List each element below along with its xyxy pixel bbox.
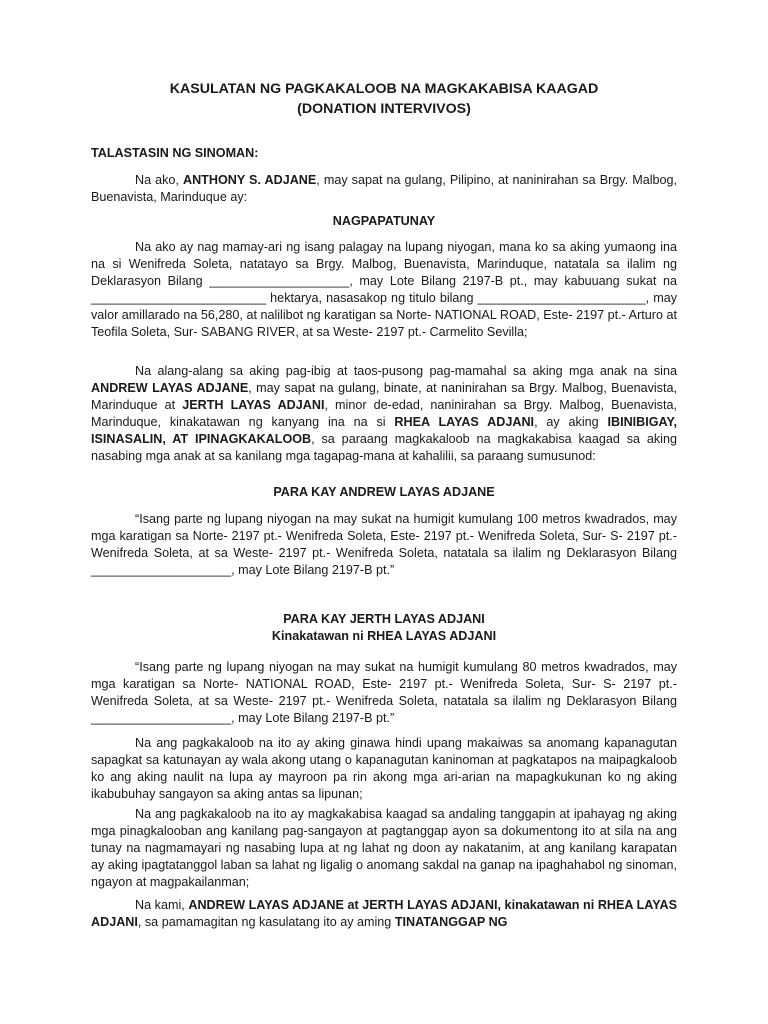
paragraph-andrew-share: “Isang parte ng lupang niyogan na may sukat na humigit kumulang 100 metros kwadrados, may mga karatigan sa Norte- 2197 pt.- Wenifreda Soleta, Este- 2197 pt.- Wenifreda Soleta, Sur- S- 2197 pt.- Wenifreda Soleta, at sa Weste- 2197 pt.- Wenifreda Soleta, natatala sa ilalim ng Deklarasyon Bilang ____________________, may Lote Bilang 2197-B pt.”	[91, 512, 677, 577]
document-title	[91, 79, 677, 119]
title-line-2: (DONATION INTERVIVOS)	[297, 101, 471, 117]
acceptance-names: ANDREW LAYAS ADJANE at JERTH LAYAS ADJANI, kinakatawan ni RHEA LAYAS ADJANI	[91, 898, 677, 929]
paragraph-acceptance: Na kami, ANDREW LAYAS ADJANE at JERTH LAYAS ADJANI, kinakatawan ni RHEA LAYAS ADJANI, sa pamamagitan ng kasulatang ito ay aming TINATANGGAP NG	[91, 898, 677, 929]
section-heading-jerth	[91, 611, 677, 645]
section-heading-jerth-line-1: PARA KAY JERTH LAYAS ADJANI	[283, 612, 485, 626]
paragraph-jerth-share: “Isang parte ng lupang niyogan na may sukat na humigit kumulang 80 metros kwadrados, may mga karatigan sa Norte- NATIONAL ROAD, Este- 2197 pt.- Wenifreda Soleta, Sur- S- 2197 pt.- Wenifreda Soleta, at sa Weste- 2197 pt.- Wenifreda Soleta, natatala sa ilalim ng Deklarasyon Bilang ____________________, may Lote Bilang 2197-B pt.”	[91, 660, 677, 725]
acceptance-term: TINATANGGAP NG	[394, 915, 508, 929]
paragraph-no-liability: Na ang pagkakaloob na ito ay aking ginawa hindi upang makaiwas sa anomang kapanagutan sapagkat sa katunayan ay wala akong utang o kapanagutan kaninoman at pagkatapos na maipagkaloob ko ang aking naulit na lupa ay mayroon pa rin akong mga ari-arian na mapagkukunan ko ng aking ikabubuhay sangayon sa aking antas sa lipunan;	[91, 736, 677, 801]
title-line-1: KASULATAN NG PAGKAKALOOB NA MAGKAKABISA KAAGAD	[169, 81, 599, 97]
section-heading-jerth-line-2: Kinakatawan ni RHEA LAYAS ADJANI	[271, 629, 497, 643]
donee-name-jerth: JERTH LAYAS ADJANI	[182, 398, 325, 412]
paragraph-donation: Na alang-alang sa aking pag-ibig at taos-pusong pag-mamahal sa aking mga anak na sina ANDREW LAYAS ADJANE, may sapat na gulang, binate, at naninirahan sa Brgy. Malbog, Buenavista, Marinduque at JERTH LAYAS ADJANI, minor de-edad, naninirahan sa Brgy. Malbog, Buenavista, Marinduque, kinakatawan ng kanyang ina na si RHEA LAYAS ADJANI, ay aking IBINIBIGAY, ISINASALIN, AT IPINAGKAKALOOB, sa paraang magkakaloob na magkakabisa kaagad sa aking nasabing mga anak at sa kanilang mga tagapag-mana at kahalilii, sa paraang sumusunod:	[91, 364, 678, 463]
donation-terms: IBINIBIGAY, ISINASALIN, AT IPINAGKAKALOOB	[91, 415, 678, 446]
paragraph-property: Na ako ay nag mamay-ari ng isang palagay na lupang niyogan, mana ko sa aking yumaong ina na si Wenifreda Soleta, natatayo sa Brgy. Malbog, Buenavista, Marinduque, natatala sa ilalim ng Deklarasyon Bilang ____________________, may Lote Bilang 2197-B pt., may kabuuang sukat na _________________________ hektarya, nasasakop ng titulo bilang ________________________, may valor amillarado na 56,280, at nalilibot ng karatigan sa Norte- NATIONAL ROAD, Este- 2197 pt.- Arturo at Teofila Soleta, Sur- SABANG RIVER, at sa Weste- 2197 pt.- Carmelito Sevilla;	[91, 240, 677, 339]
declarant-name: ANTHONY S. ADJANE	[182, 173, 317, 187]
paragraph-effectivity: Na ang pagkakaloob na ito ay magkakabisa kaagad sa andaling tanggapin at ipahayag ng aking mga pinagkalooban ang kanilang pag-sangayon at pagtanggap ayon sa dokumentong ito at sila na ang tunay na nagmamayari ng nasabing lupa at ng lahat ng doon ay nakatanim, at ang kanilang karapatan ay aking ipagtatanggol laban sa lahat ng ligalig o anomang sakdal na ganap na ipaghahabol ng sinoman, ngayon at magpakailanman;	[91, 807, 677, 889]
paragraph-declarant: Na ako, ANTHONY S. ADJANE, may sapat na gulang, Pilipino, at naninirahan sa Brgy. Malbog, Buenavista, Marinduque ay:	[91, 173, 678, 204]
donee-name-andrew: ANDREW LAYAS ADJANE	[91, 381, 249, 395]
section-heading-nagpapatunay: NAGPAPATUNAY	[332, 214, 436, 228]
salutation: TALASTASIN NG SINOMAN:	[91, 146, 259, 160]
representative-name: RHEA LAYAS ADJANI	[394, 415, 535, 429]
section-heading-andrew: PARA KAY ANDREW LAYAS ADJANE	[273, 485, 495, 499]
